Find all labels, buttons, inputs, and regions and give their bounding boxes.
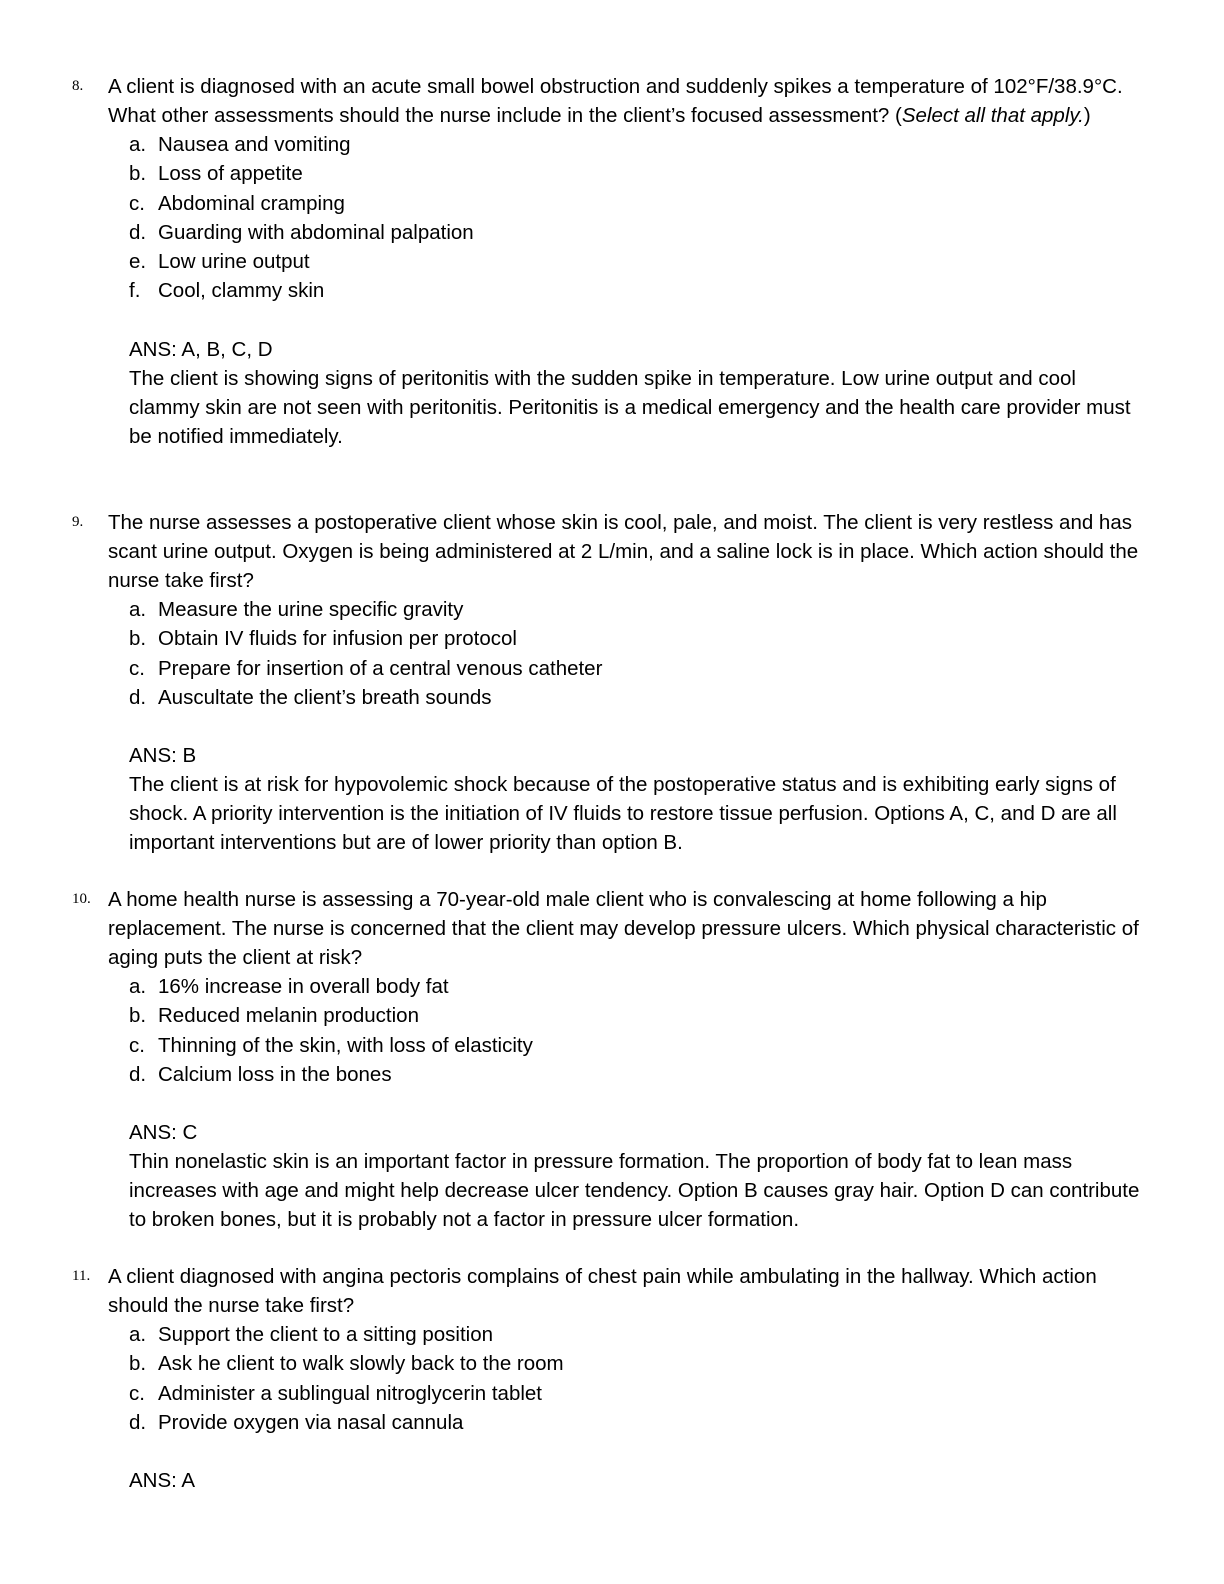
option-text: 16% increase in overall body fat (158, 975, 449, 998)
question-stem: A client diagnosed with angina pectoris complains of chest pain while ambulating in the hallway. Which action should the nurse take first? (108, 1265, 1097, 1317)
option-letter: d. (129, 685, 147, 709)
option-letter: b. (129, 162, 147, 186)
option-d (129, 218, 1152, 247)
option-letter: c. (129, 191, 145, 215)
option-text: Abdominal cramping (158, 191, 345, 215)
option-letter: d. (129, 1410, 147, 1434)
answer-key: ANS: A (129, 1469, 196, 1493)
answer-rationale: The client is at risk for hypovolemic shock because of the postoperative status and is exhibiting early signs of shock. A priority intervention is the initiation of IV fluids to restore tissue perfusion. Options A, C, and D are all important interventions but are of lower priority than option B. (129, 773, 1117, 855)
question-number: 8. (72, 78, 84, 94)
option-c (129, 189, 1152, 218)
answer-key: ANS: B (129, 744, 197, 768)
option-text: Nausea and vomiting (158, 133, 351, 156)
option-text: Ask he client to walk slowly back to the room (158, 1352, 564, 1376)
question-9 (72, 508, 1152, 857)
option-d (129, 1060, 1152, 1089)
option-text: Provide oxygen via nasal cannula (158, 1410, 464, 1434)
option-a (129, 130, 1152, 159)
option-a (129, 972, 1152, 1001)
option-text: Reduced melanin production (158, 1004, 419, 1028)
option-b (129, 624, 1152, 653)
option-text: Low urine output (158, 250, 310, 274)
option-text: Auscultate the client’s breath sounds (158, 685, 492, 709)
option-e (129, 247, 1152, 276)
answer-rationale: The client is showing signs of peritonitis with the sudden spike in temperature. Low urine output and cool clammy skin are not seen with peritonitis. Peritonitis is a medical emergency and the health care provider must be notified immediately. (129, 366, 1131, 448)
option-c (129, 1379, 1152, 1408)
option-letter: b. (129, 627, 147, 651)
option-letter: d. (129, 1062, 147, 1086)
option-text: Support the client to a sitting position (158, 1323, 494, 1346)
option-c (129, 1031, 1152, 1060)
option-c (129, 654, 1152, 683)
question-stem: The nurse assesses a postoperative client whose skin is cool, pale, and moist. The client is very restless and has scant urine output. Oxygen is being administered at 2 L/min, and a saline lock is in place. Which action should the nurse take first? (108, 511, 1139, 592)
option-text: Loss of appetite (158, 162, 303, 186)
option-text: Guarding with abdominal palpation (158, 220, 474, 244)
option-f (129, 276, 1152, 305)
answer-options (129, 972, 1152, 1089)
question-8 (72, 72, 1152, 451)
question-number: 11. (72, 1268, 91, 1284)
answer-options (129, 1320, 1152, 1437)
option-letter: c. (129, 656, 145, 680)
option-letter: e. (129, 250, 147, 274)
question-stem-end: ) (1083, 104, 1091, 127)
question-10 (72, 885, 1152, 1234)
option-letter: f. (129, 279, 141, 303)
option-d (129, 1408, 1152, 1437)
answer-rationale: Thin nonelastic skin is an important factor in pressure formation. The proportion of body fat to lean mass increases with age and might help decrease ulcer tendency. Option B causes gray hair. Option D can contribute to broken bones, but it is probably not a factor in pressure ulcer formation. (129, 1150, 1140, 1232)
option-letter: b. (129, 1004, 147, 1028)
option-text: Calcium loss in the bones (158, 1062, 392, 1086)
question-stem-text: A client is diagnosed with an acute small bowel obstruction and suddenly spikes a temperature of 102°F/38.9°C. What other assessments should the nurse include in the client’s focused assessment? ( (108, 75, 1123, 127)
option-letter: a. (129, 975, 147, 998)
option-text: Administer a sublingual nitroglycerin tablet (158, 1381, 543, 1405)
option-letter: a. (129, 1323, 147, 1346)
option-text: Obtain IV fluids for infusion per protocol (158, 627, 517, 651)
option-b (129, 1001, 1152, 1030)
option-a (129, 595, 1152, 624)
question-11 (72, 1262, 1152, 1495)
option-letter: c. (129, 1381, 145, 1405)
option-a (129, 1320, 1152, 1349)
question-stem: A home health nurse is assessing a 70-year-old male client who is convalescing at home following a hip replacement. The nurse is concerned that the client may develop pressure ulcers. Which physical characteristic of aging puts the client at risk? (108, 888, 1139, 969)
answer-key: ANS: C (129, 1121, 198, 1145)
option-letter: c. (129, 1033, 145, 1057)
option-letter: b. (129, 1352, 147, 1376)
option-b (129, 159, 1152, 188)
option-d (129, 683, 1152, 712)
answer-options (129, 595, 1152, 712)
option-text: Prepare for insertion of a central venous catheter (158, 656, 603, 680)
option-letter: a. (129, 133, 147, 156)
option-b (129, 1349, 1152, 1378)
question-number: 9. (72, 514, 84, 530)
option-letter: d. (129, 220, 147, 244)
question-number: 10. (72, 891, 91, 907)
option-letter: a. (129, 598, 147, 621)
answer-key: ANS: A, B, C, D (129, 337, 273, 361)
option-text: Cool, clammy skin (158, 279, 325, 303)
option-text: Measure the urine specific gravity (158, 598, 464, 621)
question-stem (108, 72, 1152, 130)
question-stem-emphasis: Select all that apply. (901, 104, 1084, 127)
answer-options (129, 130, 1152, 306)
option-text: Thinning of the skin, with loss of elasticity (158, 1033, 533, 1057)
